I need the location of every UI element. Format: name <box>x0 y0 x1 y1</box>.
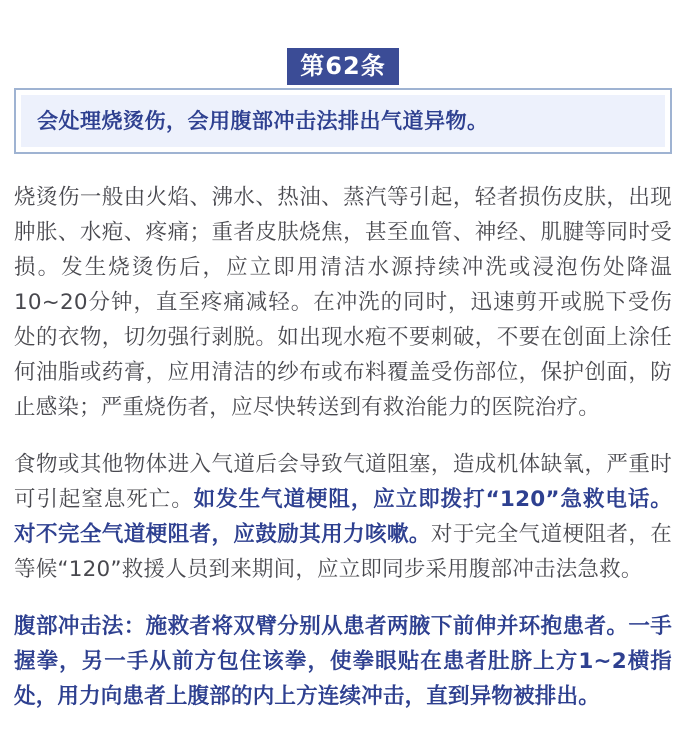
summary-box <box>14 88 672 154</box>
body-text: 烧烫伤一般由火焰、沸水、热油、蒸汽等引起，轻者损伤皮肤，出现肿胀、水疱、疼痛；重者皮肤烧焦，甚至血管、神经、肌腱等同时受损。发生烧烫伤后，应立即用清洁水源持续冲洗或浸泡伤处降温 10~20分钟，直至疼痛减轻。在冲洗的同时，迅速剪开或脱下受伤处的衣物，切勿强行剥脱。如出现水疱不要刺破，不要在创面上涂任何油脂或药膏，应用清洁的纱布或布料覆盖受伤部位，保护创面，防止感染；严重烧伤者，应尽快转送到有救治能力的医院治疗。 <box>14 185 672 420</box>
body-text: 食物或其他物体进入气道后会导致气道阻塞，造成机体缺氧，严重时可引起窒息死亡。 <box>14 452 672 512</box>
emphasis-text: 腹部冲击法：施救者将双臂分别从患者两腋下前伸并环抱患者。一手握拳，另一手从前方包住该拳，使拳眼贴在患者肚脐上方1~2横指处，用力向患者上腹部的内上方连续冲击，直到异物被排出。 <box>14 614 672 709</box>
article-number-badge: 第62条 <box>287 48 398 85</box>
emphasis-text: 如发生气道梗阻，应立即拨打“120”急救电话。对不完全气道梗阻者，应鼓励其用力咳嗽。 <box>14 487 672 547</box>
paragraph <box>14 609 672 714</box>
paragraph <box>14 447 672 587</box>
article-body <box>14 180 672 714</box>
badge-row <box>0 48 686 85</box>
body-text: 对于完全气道梗阻者，在等候“120”救援人员到来期间，应立即同步采用腹部冲击法急救。 <box>14 522 673 582</box>
summary-text: 会处理烧烫伤，会用腹部冲击法排出气道异物。 <box>21 95 665 147</box>
paragraph <box>14 180 672 425</box>
